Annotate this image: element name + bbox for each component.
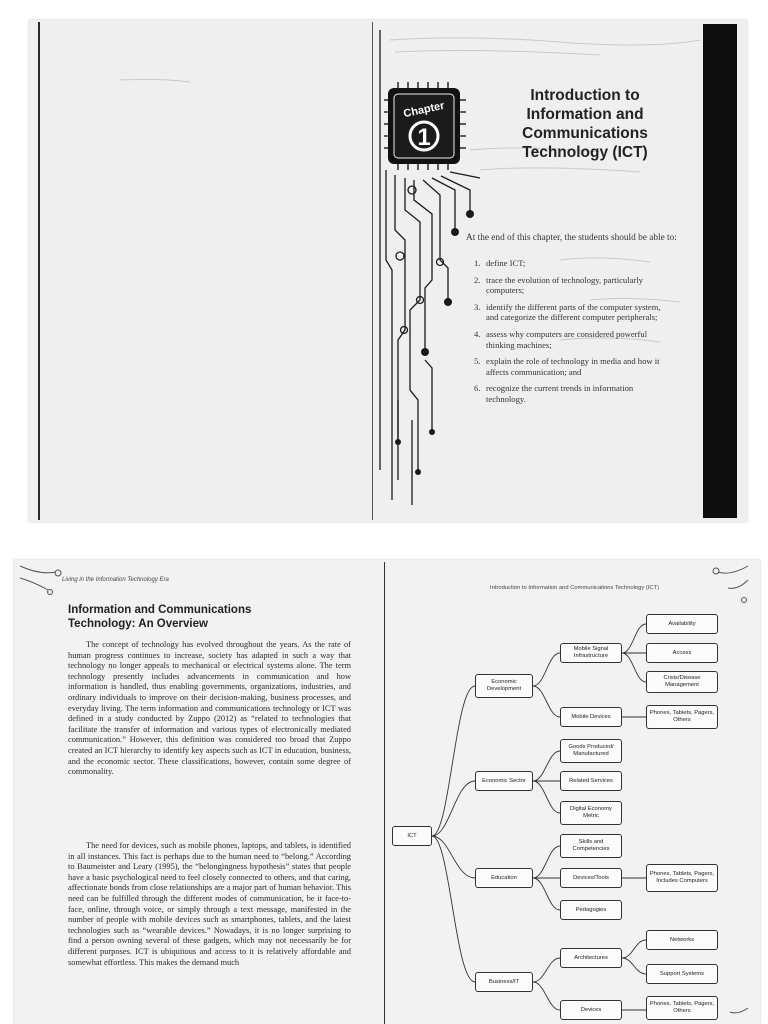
hierarchy-node-skills: Skills and Competencies — [560, 834, 622, 858]
title-line: Introduction to — [530, 87, 640, 104]
hierarchy-node-digital-economy: Digital Economy Metric — [560, 801, 622, 825]
title-line: Communications — [522, 125, 648, 142]
hierarchy-node-crisis: Crisis/Disease Management — [646, 671, 718, 693]
title-line: Information and — [526, 106, 644, 123]
hierarchy-node-pedagogies: Pedagogies — [560, 900, 622, 920]
hierarchy-node-devices-tools-leaf: Phones, Tablets, Pagers, Includes Computers — [646, 864, 718, 892]
hierarchy-node-availability: Availability — [646, 614, 718, 634]
hierarchy-node-business-it: Business/IT — [475, 972, 533, 992]
hierarchy-node-ict: ICT — [392, 826, 432, 846]
hierarchy-node-access: Access — [646, 643, 718, 663]
hierarchy-node-education: Education — [475, 868, 533, 888]
hierarchy-node-related-services: Related Services — [560, 771, 622, 791]
objective-item: 6. recognize the current trends in information technology. — [474, 383, 634, 404]
hierarchy-node-architectures: Architectures — [560, 948, 622, 968]
hierarchy-node-devices-tools: Devices/Tools — [560, 868, 622, 888]
hierarchy-node-economic-development: Economic Development — [475, 674, 533, 698]
objective-item: 5. explain the role of technology in media and how it affects communication; and — [474, 356, 660, 377]
body-paragraph: The concept of technology has evolved throughout the years. As the rate of human progress continues to increase, society has adapted in such a way that technology no longer appeals to mechanical or electrical systems alone. The term technology presently includes advancements in communication and how information is handled, thus enabling governments, organizations, industries, and ordinary individuals to improve on their decision-making, business processes, and everyday living. The term information and communications technology or ICT was defined in a study conducted by Zuppo (2012) as “related to technologies that facilitate the transfer of information and various types of electronically mediated communication.” However, this definition was considered too broad that Zuppo created an ICT hierarchy to identify key aspects such as ICT in education, business, and the economic sector. These classifications, however, contain some degree of commonality. — [68, 640, 351, 777]
hierarchy-node-support-systems: Support Systems — [646, 964, 718, 984]
title-line: Technology (ICT) — [522, 144, 648, 161]
chip-chapter-number: 1 — [417, 124, 431, 151]
hierarchy-node-mobile-devices-leaf: Phones, Tablets, Pagers, Others — [646, 705, 718, 729]
objective-item: 4. assess why computers are considered powerful thinking machines; — [474, 328, 648, 350]
hierarchy-node-networks: Networks — [646, 930, 718, 950]
hierarchy-node-mobile-devices: Mobile Devices — [560, 707, 622, 727]
section-title: Information and Communications Technology: An Overview — [68, 604, 252, 630]
objective-item: 2. trace the evolution of technology, particularly computers; — [474, 274, 643, 296]
objective-item: 1. define ICT; — [474, 258, 526, 268]
objective-item: 3. identify the different parts of the computer system, and categorize the different computer peripherals; — [474, 301, 661, 323]
hierarchy-node-economic-sector: Economic Sector — [475, 771, 533, 791]
chip-chapter-label: Chapter — [402, 99, 446, 121]
hierarchy-node-goods: Goods Produced/ Manufactured — [560, 739, 622, 763]
running-head-left: Living in the Information Technology Era — [62, 577, 169, 583]
running-head-right: Introduction to Information and Communications Technology (ICT) — [490, 585, 660, 591]
hierarchy-node-devices: Devices — [560, 1000, 622, 1020]
hierarchy-node-mobile-signal: Mobile Signal Infrastructure — [560, 643, 622, 663]
body-paragraph: The need for devices, such as mobile phones, laptops, and tablets, is identified in all instances. This fact is perhaps due to the human need to “belong.” According to Baumeister and Leary (1995), the “belongingness hypothesis” states that people have a basic psychological need to feel closely connected to others, and that caring, affectionate bonds from close relationships are a major part of human behavior. This need can be fulfilled through the different modes of communication, be it face-to-face, online, through voice, or simply through a text message, manifested in the number of people with mobile devices such as smartphones, tablets, and the latest technologies such as “wearable devices.” Nowadays, it is no longer surprising to find a person owning several of these gadgets, which may not necessarily be for different purposes. ICT is ubiquitous and access to it is relatively affordable and somewhat effortless. This makes the demand much — [68, 841, 351, 967]
hierarchy-node-devices-leaf: Phones, Tablets, Pagers, Others — [646, 996, 718, 1020]
objectives-intro: At the end of this chapter, the students should be able to: — [466, 233, 677, 243]
